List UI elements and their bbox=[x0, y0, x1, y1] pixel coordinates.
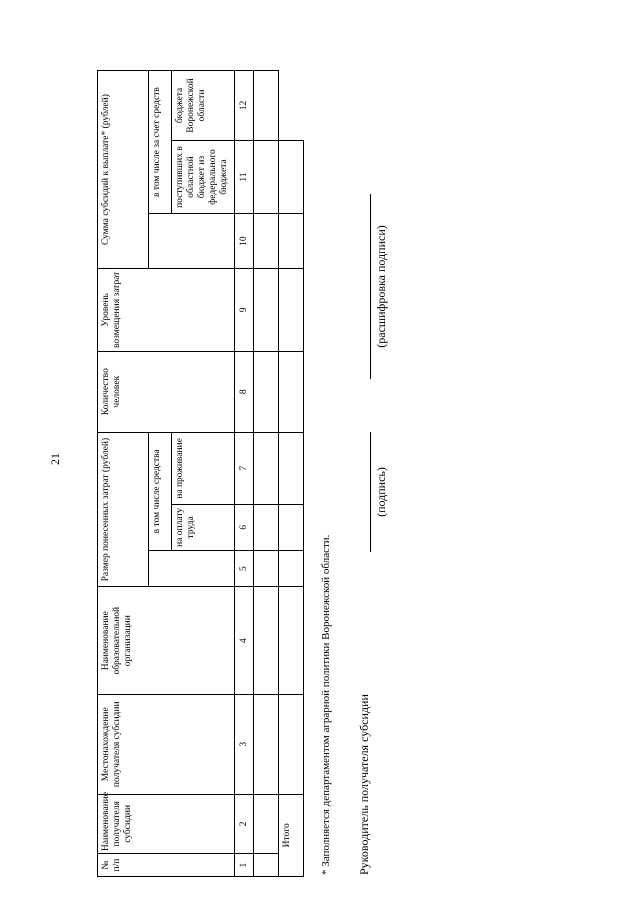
header-subsidy-total-spacer bbox=[149, 214, 235, 269]
header-costs-wages: на оплату труда bbox=[172, 504, 235, 550]
table-row bbox=[254, 71, 279, 877]
signature-line bbox=[370, 432, 371, 552]
table-cell bbox=[254, 854, 279, 877]
total-row bbox=[279, 71, 304, 877]
footnote: * Заполняется департаментом аграрной политики Воронежской области. bbox=[320, 534, 332, 875]
table-cell bbox=[254, 269, 279, 351]
table-cell bbox=[279, 504, 304, 550]
table-cell bbox=[254, 140, 279, 213]
table-cell bbox=[254, 432, 279, 504]
header-num: № п/п bbox=[98, 854, 235, 877]
header-recipient-name: Наименование получателя субсидии bbox=[98, 794, 235, 854]
header-costs-total-spacer bbox=[149, 550, 235, 587]
column-number: 6 bbox=[235, 504, 254, 550]
table-cell bbox=[279, 140, 304, 213]
header-subsidy-incl: в том числе за счет средств bbox=[149, 71, 172, 214]
column-number: 8 bbox=[235, 351, 254, 432]
column-number: 7 bbox=[235, 432, 254, 504]
table-cell bbox=[279, 695, 304, 795]
header-reimbursement-level: Уровень возмещения затрат bbox=[98, 269, 235, 351]
header-recipient-location: Местонахождение получателя субсидии bbox=[98, 695, 235, 795]
table-cell bbox=[254, 550, 279, 587]
column-number: 4 bbox=[235, 587, 254, 695]
header-costs-incl: в том числе средства bbox=[149, 432, 172, 550]
table-cell bbox=[279, 269, 304, 351]
header-subsidy-group: Сумма субсидий к выплате* (рублей) bbox=[98, 71, 149, 269]
table-cell bbox=[254, 214, 279, 269]
column-number: 12 bbox=[235, 71, 254, 141]
table-cell bbox=[279, 432, 304, 504]
subsidy-table bbox=[97, 70, 304, 877]
table-cell bbox=[279, 550, 304, 587]
table-cell bbox=[254, 794, 279, 854]
head-label: Руководитель получателя субсидии bbox=[357, 694, 371, 875]
table-cell bbox=[254, 695, 279, 795]
column-number: 5 bbox=[235, 550, 254, 587]
column-number: 9 bbox=[235, 269, 254, 351]
column-number: 3 bbox=[235, 695, 254, 795]
header-education-org: Наименование образовательной организации bbox=[98, 587, 235, 695]
table-cell bbox=[254, 504, 279, 550]
table-cell bbox=[279, 214, 304, 269]
header-people-count: Количество человек bbox=[98, 351, 235, 432]
table-cell bbox=[254, 587, 279, 695]
column-number-row bbox=[235, 71, 254, 877]
header-costs-group: Размер понесенных затрат (рублей) bbox=[98, 432, 149, 587]
table-cell bbox=[254, 71, 279, 141]
decoding-line bbox=[370, 194, 371, 379]
total-label: Итого bbox=[279, 794, 304, 876]
decoding-caption: (расшифровка подписи) bbox=[374, 225, 388, 348]
header-costs-housing: на проживание bbox=[172, 432, 235, 504]
column-number: 1 bbox=[235, 854, 254, 877]
header-subsidy-regional: бюджета Воронежской области bbox=[172, 71, 235, 141]
header-row-1 bbox=[98, 71, 149, 877]
column-number: 10 bbox=[235, 214, 254, 269]
header-subsidy-federal: поступивших в областной бюджет из федерального бюджета bbox=[172, 140, 235, 213]
table-cell bbox=[279, 587, 304, 695]
table-cell bbox=[254, 351, 279, 432]
signature-caption: (подпись) bbox=[374, 467, 388, 517]
column-number: 11 bbox=[235, 140, 254, 213]
page-number: 21 bbox=[48, 453, 62, 465]
column-number: 2 bbox=[235, 794, 254, 854]
table-cell bbox=[279, 351, 304, 432]
